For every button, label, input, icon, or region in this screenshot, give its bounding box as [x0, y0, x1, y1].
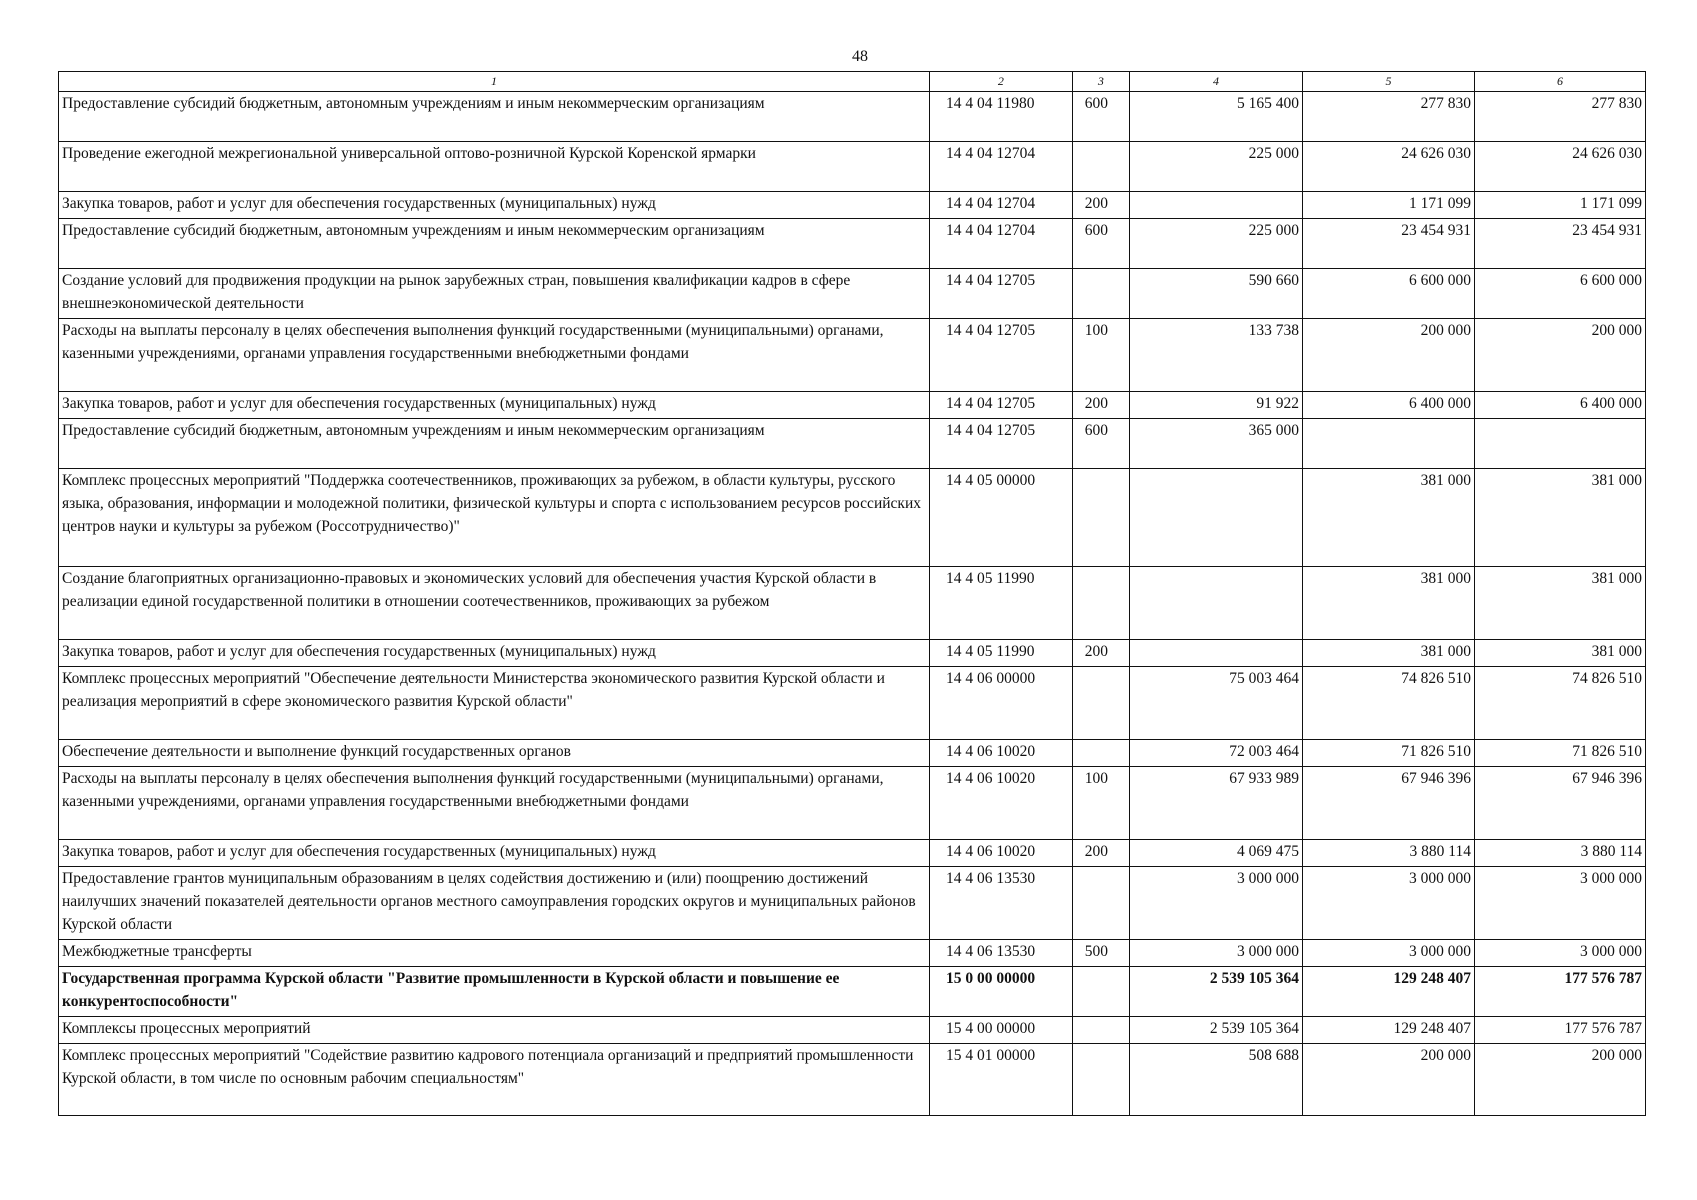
table-row: [59, 767, 1646, 840]
row-value-2027-cell: 381 000: [1474, 567, 1645, 640]
row-value-2026-cell: 71 826 510: [1303, 740, 1475, 767]
row-value-2025-cell: 225 000: [1130, 142, 1303, 192]
header-col-1: 1: [59, 72, 930, 92]
row-value-2027-cell: 74 826 510: [1474, 667, 1645, 740]
row-value-2026-cell: 200 000: [1303, 319, 1475, 392]
row-vr-cell: [1072, 269, 1129, 319]
row-value-2025-cell: 4 069 475: [1130, 840, 1303, 867]
row-value-2025-cell: 5 165 400: [1130, 92, 1303, 142]
row-name-cell: Закупка товаров, работ и услуг для обеспечения государственных (муниципальных) нужд: [59, 840, 930, 867]
table-row: [59, 840, 1646, 867]
row-value-2027-cell: 6 600 000: [1474, 269, 1645, 319]
row-name-cell: Расходы на выплаты персоналу в целях обеспечения выполнения функций государственными (муниципальными) органами, казенными учреждениями, органами управления государственными внебюджетными фондами: [59, 767, 930, 840]
table-row: [59, 867, 1646, 940]
row-value-2026-cell: 381 000: [1303, 640, 1475, 667]
row-value-2027-cell: 67 946 396: [1474, 767, 1645, 840]
row-vr-cell: [1072, 967, 1129, 1017]
row-value-2025-cell: 508 688: [1130, 1044, 1303, 1116]
row-name-cell: Комплекс процессных мероприятий "Обеспечение деятельности Министерства экономического развития Курской области и реализация мероприятий в сфере экономического развития Курской области": [59, 667, 930, 740]
row-value-2026-cell: 3 880 114: [1303, 840, 1475, 867]
row-value-2027-cell: 381 000: [1474, 469, 1645, 567]
table-row: [59, 219, 1646, 269]
row-value-2025-cell: 2 539 105 364: [1130, 1017, 1303, 1044]
row-value-2027-cell: 71 826 510: [1474, 740, 1645, 767]
row-value-2025-cell: [1130, 640, 1303, 667]
table-row: [59, 192, 1646, 219]
row-vr-cell: [1072, 667, 1129, 740]
table-row: [59, 92, 1646, 142]
row-value-2027-cell: [1474, 419, 1645, 469]
row-code-cell: 14 4 04 12704: [929, 192, 1072, 219]
table-row: [59, 319, 1646, 392]
table-row: [59, 469, 1646, 567]
row-value-2027-cell: 381 000: [1474, 640, 1645, 667]
row-code-cell: 15 4 01 00000: [929, 1044, 1072, 1116]
row-vr-cell: [1072, 1017, 1129, 1044]
page-number: 48: [852, 48, 868, 65]
table-row: [59, 740, 1646, 767]
header-col-5: 5: [1303, 72, 1475, 92]
row-vr-cell: 600: [1072, 419, 1129, 469]
row-code-cell: 14 4 04 12705: [929, 419, 1072, 469]
header-col-3: 3: [1072, 72, 1129, 92]
table-body: [59, 92, 1646, 1116]
row-vr-cell: 600: [1072, 92, 1129, 142]
row-value-2027-cell: 200 000: [1474, 1044, 1645, 1116]
table-row: [59, 142, 1646, 192]
row-value-2025-cell: 365 000: [1130, 419, 1303, 469]
row-value-2026-cell: 24 626 030: [1303, 142, 1475, 192]
row-value-2026-cell: 74 826 510: [1303, 667, 1475, 740]
row-code-cell: 14 4 06 00000: [929, 667, 1072, 740]
row-code-cell: 14 4 06 10020: [929, 767, 1072, 840]
row-value-2026-cell: 23 454 931: [1303, 219, 1475, 269]
header-col-6: 6: [1474, 72, 1645, 92]
row-vr-cell: [1072, 567, 1129, 640]
row-name-cell: Комплекс процессных мероприятий "Поддержка соотечественников, проживающих за рубежом, в области культуры, русского языка, образования, информации и молодежной политики, физической культуры и спорта с использованием ресурсов российских центров науки и культуры за рубежом (Россотрудничество)": [59, 469, 930, 567]
row-value-2026-cell: [1303, 419, 1475, 469]
row-name-cell: Предоставление грантов муниципальным образованиям в целях содействия достижению и (или) поощрению достижений наилучших значений показателей деятельности органов местного самоуправления городских округов и муниципальных районов Курской области: [59, 867, 930, 940]
table-row: [59, 392, 1646, 419]
row-value-2026-cell: 6 400 000: [1303, 392, 1475, 419]
row-code-cell: 14 4 04 12705: [929, 269, 1072, 319]
row-value-2025-cell: 3 000 000: [1130, 867, 1303, 940]
table-row: [59, 1017, 1646, 1044]
row-code-cell: 14 4 06 10020: [929, 840, 1072, 867]
row-vr-cell: 200: [1072, 640, 1129, 667]
row-value-2026-cell: 3 000 000: [1303, 867, 1475, 940]
row-value-2025-cell: 75 003 464: [1130, 667, 1303, 740]
table-row: [59, 269, 1646, 319]
row-value-2025-cell: 91 922: [1130, 392, 1303, 419]
row-value-2026-cell: 129 248 407: [1303, 1017, 1475, 1044]
row-value-2025-cell: [1130, 469, 1303, 567]
row-code-cell: 14 4 04 12704: [929, 219, 1072, 269]
header-row: [59, 72, 1646, 92]
row-name-cell: Предоставление субсидий бюджетным, автономным учреждениям и иным некоммерческим организациям: [59, 92, 930, 142]
row-name-cell: Межбюджетные трансферты: [59, 940, 930, 967]
row-code-cell: 14 4 06 13530: [929, 867, 1072, 940]
table-row: [59, 640, 1646, 667]
row-value-2025-cell: 225 000: [1130, 219, 1303, 269]
row-value-2025-cell: 3 000 000: [1130, 940, 1303, 967]
row-value-2025-cell: [1130, 567, 1303, 640]
row-code-cell: 14 4 04 11980: [929, 92, 1072, 142]
row-vr-cell: [1072, 867, 1129, 940]
row-name-cell: Государственная программа Курской области "Развитие промышленности в Курской области и повышение ее конкурентоспособности": [59, 967, 930, 1017]
row-value-2025-cell: 72 003 464: [1130, 740, 1303, 767]
row-value-2027-cell: 200 000: [1474, 319, 1645, 392]
row-vr-cell: 100: [1072, 767, 1129, 840]
row-value-2025-cell: 590 660: [1130, 269, 1303, 319]
row-value-2027-cell: 177 576 787: [1474, 967, 1645, 1017]
row-value-2027-cell: 3 000 000: [1474, 940, 1645, 967]
row-value-2025-cell: 2 539 105 364: [1130, 967, 1303, 1017]
row-vr-cell: 200: [1072, 840, 1129, 867]
row-name-cell: Комплексы процессных мероприятий: [59, 1017, 930, 1044]
row-name-cell: Закупка товаров, работ и услуг для обеспечения государственных (муниципальных) нужд: [59, 640, 930, 667]
row-vr-cell: 500: [1072, 940, 1129, 967]
row-code-cell: 14 4 06 10020: [929, 740, 1072, 767]
table-row: [59, 667, 1646, 740]
row-name-cell: Закупка товаров, работ и услуг для обеспечения государственных (муниципальных) нужд: [59, 192, 930, 219]
row-vr-cell: 200: [1072, 192, 1129, 219]
row-value-2027-cell: 24 626 030: [1474, 142, 1645, 192]
row-value-2027-cell: 1 171 099: [1474, 192, 1645, 219]
row-name-cell: Создание благоприятных организационно-правовых и экономических условий для обеспечения участия Курской области в реализации единой государственной политики в отношении соотечественников, проживающих за рубежом: [59, 567, 930, 640]
row-value-2027-cell: 3 000 000: [1474, 867, 1645, 940]
header-col-2: 2: [929, 72, 1072, 92]
row-name-cell: Комплекс процессных мероприятий "Содействие развитию кадрового потенциала организаций и предприятий промышленности Курской области, в том числе по основным рабочим специальностям": [59, 1044, 930, 1116]
table-row: [59, 567, 1646, 640]
row-value-2026-cell: 277 830: [1303, 92, 1475, 142]
row-code-cell: 14 4 05 11990: [929, 640, 1072, 667]
row-code-cell: 15 0 00 00000: [929, 967, 1072, 1017]
row-value-2025-cell: [1130, 192, 1303, 219]
row-vr-cell: 100: [1072, 319, 1129, 392]
header-col-4: 4: [1130, 72, 1303, 92]
budget-table: [58, 71, 1646, 1116]
row-value-2025-cell: 133 738: [1130, 319, 1303, 392]
table-row: [59, 940, 1646, 967]
row-value-2026-cell: 381 000: [1303, 469, 1475, 567]
row-code-cell: 14 4 04 12704: [929, 142, 1072, 192]
row-name-cell: Создание условий для продвижения продукции на рынок зарубежных стран, повышения квалификации кадров в сфере внешнеэкономической деятельности: [59, 269, 930, 319]
row-vr-cell: 200: [1072, 392, 1129, 419]
row-value-2026-cell: 3 000 000: [1303, 940, 1475, 967]
row-code-cell: 14 4 04 12705: [929, 392, 1072, 419]
row-value-2026-cell: 6 600 000: [1303, 269, 1475, 319]
row-vr-cell: [1072, 469, 1129, 567]
row-code-cell: 15 4 00 00000: [929, 1017, 1072, 1044]
row-name-cell: Расходы на выплаты персоналу в целях обеспечения выполнения функций государственными (муниципальными) органами, казенными учреждениями, органами управления государственными внебюджетными фондами: [59, 319, 930, 392]
table-row: [59, 1044, 1646, 1116]
row-vr-cell: 600: [1072, 219, 1129, 269]
table-row: [59, 419, 1646, 469]
row-value-2026-cell: 1 171 099: [1303, 192, 1475, 219]
row-name-cell: Обеспечение деятельности и выполнение функций государственных органов: [59, 740, 930, 767]
row-value-2027-cell: 3 880 114: [1474, 840, 1645, 867]
row-value-2027-cell: 23 454 931: [1474, 219, 1645, 269]
row-value-2026-cell: 67 946 396: [1303, 767, 1475, 840]
row-value-2026-cell: 129 248 407: [1303, 967, 1475, 1017]
row-code-cell: 14 4 06 13530: [929, 940, 1072, 967]
row-value-2025-cell: 67 933 989: [1130, 767, 1303, 840]
row-code-cell: 14 4 04 12705: [929, 319, 1072, 392]
row-name-cell: Закупка товаров, работ и услуг для обеспечения государственных (муниципальных) нужд: [59, 392, 930, 419]
row-vr-cell: [1072, 1044, 1129, 1116]
row-code-cell: 14 4 05 00000: [929, 469, 1072, 567]
row-vr-cell: [1072, 142, 1129, 192]
row-value-2026-cell: 381 000: [1303, 567, 1475, 640]
row-name-cell: Предоставление субсидий бюджетным, автономным учреждениям и иным некоммерческим организациям: [59, 219, 930, 269]
row-value-2027-cell: 6 400 000: [1474, 392, 1645, 419]
row-value-2026-cell: 200 000: [1303, 1044, 1475, 1116]
row-name-cell: Предоставление субсидий бюджетным, автономным учреждениям и иным некоммерческим организациям: [59, 419, 930, 469]
row-vr-cell: [1072, 740, 1129, 767]
row-code-cell: 14 4 05 11990: [929, 567, 1072, 640]
table-row: [59, 967, 1646, 1017]
row-name-cell: Проведение ежегодной межрегиональной универсальной оптово-розничной Курской Коренской ярмарки: [59, 142, 930, 192]
row-value-2027-cell: 277 830: [1474, 92, 1645, 142]
row-value-2027-cell: 177 576 787: [1474, 1017, 1645, 1044]
